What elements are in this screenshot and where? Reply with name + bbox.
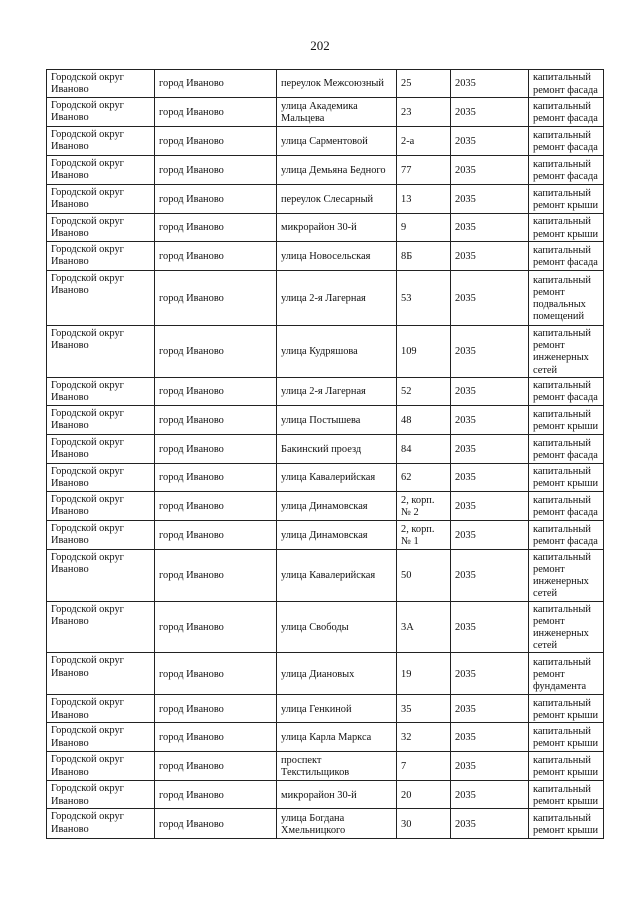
street-cell: улица Кавалерийская [277,463,397,491]
street-cell: переулок Слесарный [277,185,397,214]
city-cell: город Иваново [155,549,277,601]
street-cell: улица Кудряшова [277,326,397,378]
year-cell: 2035 [451,723,529,752]
work-type-cell: капитальный ремонт крыши [529,405,604,434]
street-cell: улица Динамовская [277,491,397,520]
house-number-cell: 23 [397,98,451,127]
table-row [47,405,604,434]
table-row [47,601,604,653]
table-row [47,271,604,326]
house-number-cell: 32 [397,723,451,752]
district-cell: Городской округ Иваново [47,326,155,378]
house-number-cell: 25 [397,70,451,98]
street-cell: проспект Текстильщиков [277,752,397,781]
table-row [47,549,604,601]
city-cell: город Иваново [155,377,277,405]
district-cell: Городской округ Иваново [47,549,155,601]
year-cell: 2035 [451,491,529,520]
work-type-cell: капитальный ремонт фасада [529,242,604,271]
district-cell: Городской округ Иваново [47,653,155,695]
house-number-cell: 62 [397,463,451,491]
table-row [47,520,604,549]
city-cell: город Иваново [155,809,277,839]
city-cell: город Иваново [155,156,277,185]
house-number-cell: 19 [397,653,451,695]
house-number-cell: 2, корп. № 2 [397,491,451,520]
year-cell: 2035 [451,214,529,242]
street-cell: улица Академика Мальцева [277,98,397,127]
city-cell: город Иваново [155,723,277,752]
repair-schedule-table [46,69,604,839]
street-cell: улица Карла Маркса [277,723,397,752]
house-number-cell: 9 [397,214,451,242]
year-cell: 2035 [451,463,529,491]
table-row [47,809,604,839]
house-number-cell: 35 [397,695,451,723]
work-type-cell: капитальный ремонт подвальных помещений [529,271,604,326]
table-row [47,781,604,809]
work-type-cell: капитальный ремонт фасада [529,434,604,463]
city-cell: город Иваново [155,70,277,98]
year-cell: 2035 [451,781,529,809]
table-body [47,70,604,839]
table-row [47,752,604,781]
street-cell: улица 2-я Лагерная [277,377,397,405]
work-type-cell: капитальный ремонт фасада [529,70,604,98]
table-row [47,326,604,378]
district-cell: Городской округ Иваново [47,781,155,809]
house-number-cell: 20 [397,781,451,809]
city-cell: город Иваново [155,653,277,695]
street-cell: улица Постышева [277,405,397,434]
street-cell: микрорайон 30-й [277,781,397,809]
work-type-cell: капитальный ремонт крыши [529,695,604,723]
district-cell: Городской округ Иваново [47,752,155,781]
street-cell: улица Демьяна Бедного [277,156,397,185]
district-cell: Городской округ Иваново [47,127,155,156]
district-cell: Городской округ Иваново [47,70,155,98]
work-type-cell: капитальный ремонт фасада [529,491,604,520]
city-cell: город Иваново [155,781,277,809]
work-type-cell: капитальный ремонт фасада [529,377,604,405]
city-cell: город Иваново [155,463,277,491]
district-cell: Городской округ Иваново [47,601,155,653]
city-cell: город Иваново [155,214,277,242]
street-cell: улица Сарментовой [277,127,397,156]
work-type-cell: капитальный ремонт инженерных сетей [529,326,604,378]
table-row [47,653,604,695]
district-cell: Городской округ Иваново [47,377,155,405]
district-cell: Городской округ Иваново [47,98,155,127]
house-number-cell: 8Б [397,242,451,271]
house-number-cell: 30 [397,809,451,839]
work-type-cell: капитальный ремонт крыши [529,463,604,491]
house-number-cell: 2-а [397,127,451,156]
street-cell: улица 2-я Лагерная [277,271,397,326]
district-cell: Городской округ Иваново [47,723,155,752]
work-type-cell: капитальный ремонт крыши [529,781,604,809]
city-cell: город Иваново [155,185,277,214]
district-cell: Городской округ Иваново [47,809,155,839]
house-number-cell: 53 [397,271,451,326]
district-cell: Городской округ Иваново [47,271,155,326]
street-cell: улица Диановых [277,653,397,695]
house-number-cell: 2, корп. № 1 [397,520,451,549]
district-cell: Городской округ Иваново [47,695,155,723]
street-cell: улица Кавалерийская [277,549,397,601]
year-cell: 2035 [451,520,529,549]
year-cell: 2035 [451,809,529,839]
district-cell: Городской округ Иваново [47,463,155,491]
district-cell: Городской округ Иваново [47,520,155,549]
house-number-cell: 13 [397,185,451,214]
work-type-cell: капитальный ремонт фасада [529,98,604,127]
year-cell: 2035 [451,695,529,723]
work-type-cell: капитальный ремонт крыши [529,723,604,752]
work-type-cell: капитальный ремонт инженерных сетей [529,549,604,601]
street-cell: улица Генкиной [277,695,397,723]
page-number: 202 [310,38,330,53]
city-cell: город Иваново [155,127,277,156]
street-cell: переулок Межсоюзный [277,70,397,98]
work-type-cell: капитальный ремонт крыши [529,214,604,242]
table-row [47,695,604,723]
year-cell: 2035 [451,156,529,185]
city-cell: город Иваново [155,695,277,723]
year-cell: 2035 [451,601,529,653]
table-row [47,156,604,185]
city-cell: город Иваново [155,491,277,520]
district-cell: Городской округ Иваново [47,242,155,271]
year-cell: 2035 [451,70,529,98]
district-cell: Городской округ Иваново [47,405,155,434]
district-cell: Городской округ Иваново [47,491,155,520]
work-type-cell: капитальный ремонт фасада [529,156,604,185]
table-row [47,463,604,491]
house-number-cell: 84 [397,434,451,463]
year-cell: 2035 [451,377,529,405]
street-cell: улица Богдана Хмельницкого [277,809,397,839]
year-cell: 2035 [451,242,529,271]
district-cell: Городской округ Иваново [47,434,155,463]
house-number-cell: 52 [397,377,451,405]
street-cell: улица Новосельская [277,242,397,271]
house-number-cell: 50 [397,549,451,601]
city-cell: город Иваново [155,434,277,463]
city-cell: город Иваново [155,326,277,378]
street-cell: микрорайон 30-й [277,214,397,242]
house-number-cell: 109 [397,326,451,378]
year-cell: 2035 [451,653,529,695]
district-cell: Городской округ Иваново [47,156,155,185]
street-cell: улица Динамовская [277,520,397,549]
work-type-cell: капитальный ремонт крыши [529,185,604,214]
table-row [47,723,604,752]
work-type-cell: капитальный ремонт фундамента [529,653,604,695]
district-cell: Городской округ Иваново [47,185,155,214]
house-number-cell: 7 [397,752,451,781]
work-type-cell: капитальный ремонт крыши [529,809,604,839]
city-cell: город Иваново [155,405,277,434]
year-cell: 2035 [451,405,529,434]
table-row [47,127,604,156]
year-cell: 2035 [451,752,529,781]
table-row [47,70,604,98]
year-cell: 2035 [451,434,529,463]
work-type-cell: капитальный ремонт фасада [529,127,604,156]
district-cell: Городской округ Иваново [47,214,155,242]
house-number-cell: 3А [397,601,451,653]
city-cell: город Иваново [155,601,277,653]
street-cell: улица Свободы [277,601,397,653]
table-row [47,491,604,520]
street-cell: Бакинский проезд [277,434,397,463]
table-row [47,214,604,242]
table-row [47,434,604,463]
city-cell: город Иваново [155,752,277,781]
city-cell: город Иваново [155,98,277,127]
year-cell: 2035 [451,326,529,378]
house-number-cell: 48 [397,405,451,434]
table-row [47,242,604,271]
year-cell: 2035 [451,98,529,127]
year-cell: 2035 [451,549,529,601]
year-cell: 2035 [451,271,529,326]
year-cell: 2035 [451,127,529,156]
work-type-cell: капитальный ремонт фасада [529,520,604,549]
year-cell: 2035 [451,185,529,214]
house-number-cell: 77 [397,156,451,185]
work-type-cell: капитальный ремонт инженерных сетей [529,601,604,653]
work-type-cell: капитальный ремонт крыши [529,752,604,781]
city-cell: город Иваново [155,271,277,326]
table-row [47,377,604,405]
city-cell: город Иваново [155,242,277,271]
table-row [47,98,604,127]
city-cell: город Иваново [155,520,277,549]
table-row [47,185,604,214]
